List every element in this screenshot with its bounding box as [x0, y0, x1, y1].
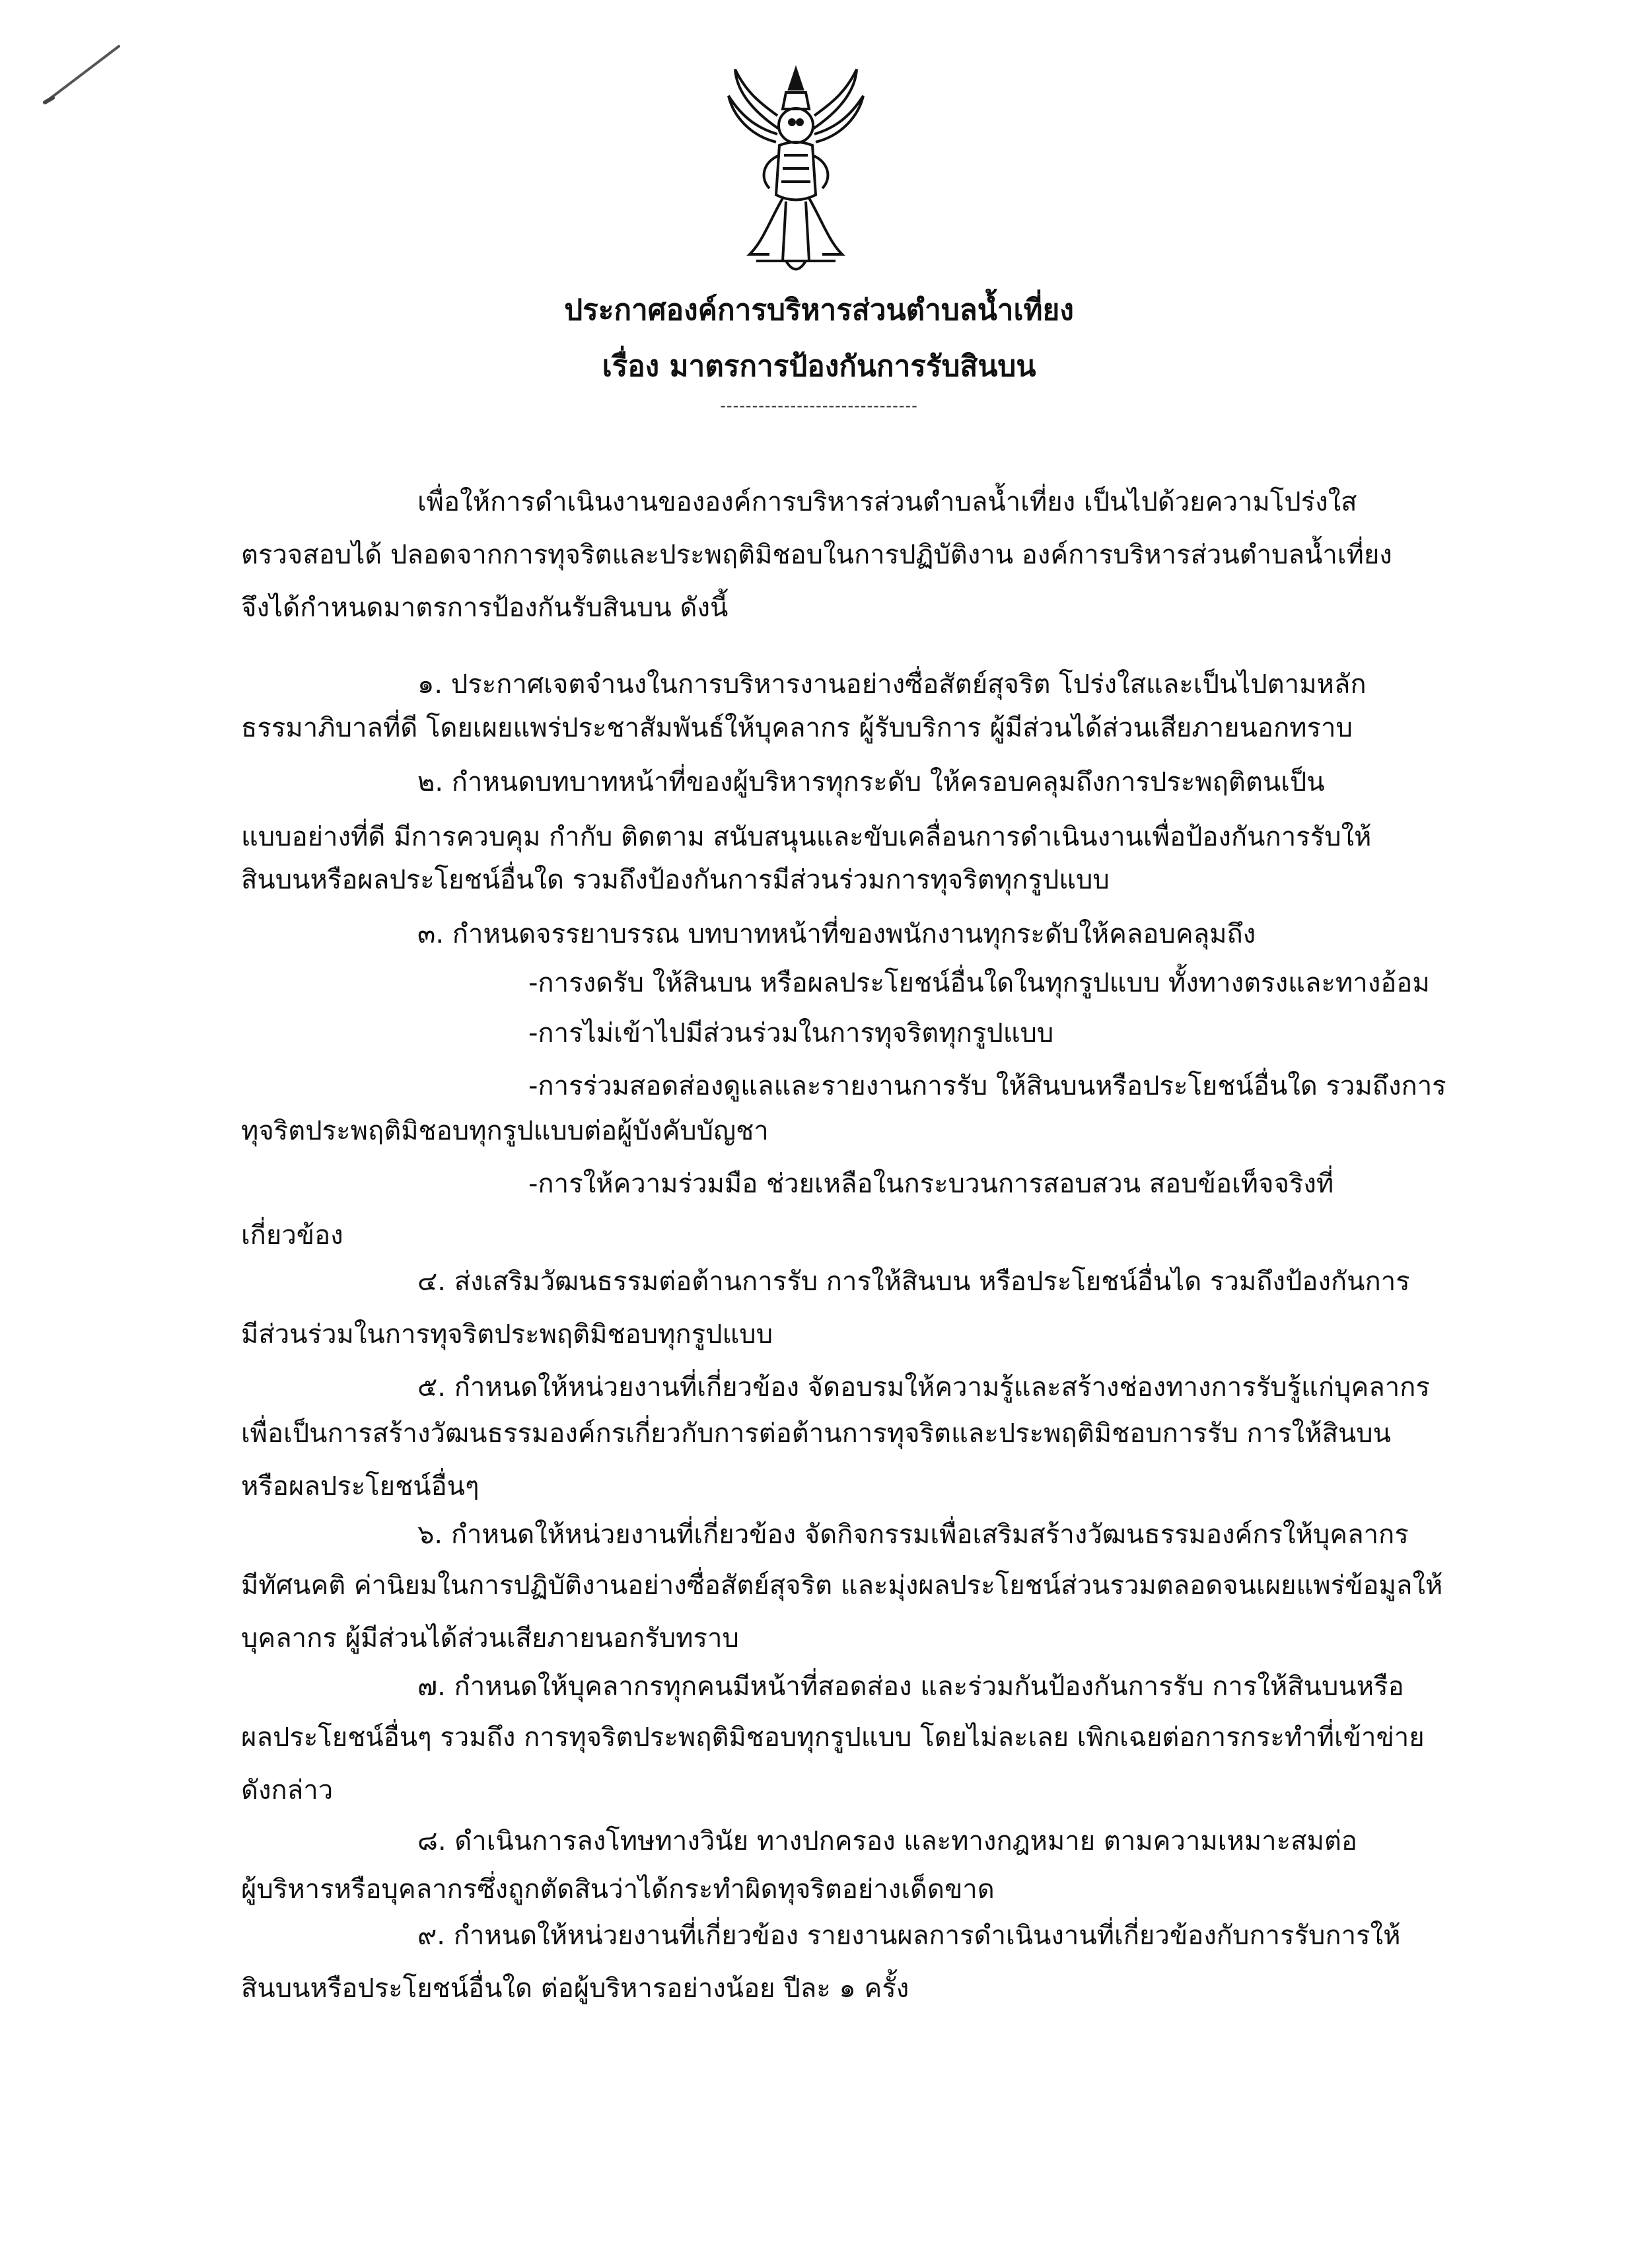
pen-mark	[40, 40, 132, 112]
announcement-title: ประกาศองค์การบริหารส่วนตำบลน้ำเที่ยง	[564, 293, 1074, 327]
title-divider: -------------------------------	[720, 396, 918, 415]
item-5-line-3: หรือผลประโยชน์อื่นๆ	[241, 1471, 480, 1502]
item-4-line-1: ๔. ส่งเสริมวัฒนธรรมต่อต้านการรับ การให้สินบน หรือประโยชน์อื่นได รวมถึงป้องกันการ	[417, 1266, 1410, 1297]
item-9-line-1: ๙. กำหนดให้หน่วยงานที่เกี่ยวข้อง รายงานผลการดำเนินงานที่เกี่ยวข้องกับการรับการให้	[417, 1920, 1401, 1951]
item-3-bullet-3-cont: ทุจริตประพฤติมิชอบทุกรูปแบบต่อผู้บังคับบัญชา	[241, 1116, 769, 1146]
item-3-line-1: ๓. กำหนดจรรยาบรรณ บทบาทหน้าที่ของพนักงานทุกระดับให้คลอบคลุมถึง	[417, 919, 1256, 949]
item-3-bullet-4-cont: เกี่ยวข้อง	[241, 1220, 343, 1251]
item-2-line-3: สินบนหรือผลประโยชน์อื่นใด รวมถึงป้องกันการมีส่วนร่วมการทุจริตทุกรูปแบบ	[241, 865, 1110, 895]
announcement-subject: เรื่อง มาตรการป้องกันการรับสินบน	[602, 349, 1036, 383]
item-7-line-1: ๗. กำหนดให้บุคลากรทุกคนมีหน้าที่สอดส่อง และร่วมกันป้องกันการรับ การให้สินบนหรือ	[417, 1671, 1404, 1702]
item-7-line-3: ดังกล่าว	[241, 1775, 334, 1806]
item-7-line-2: ผลประโยชน์อื่นๆ รวมถึง การทุจริตประพฤติมิชอบทุกรูปแบบ โดยไม่ละเลย เพิกเฉยต่อการกระทำที่เข้าข่าย	[241, 1722, 1425, 1753]
item-8-line-2: ผู้บริหารหรือบุคลากรซึ่งถูกตัดสินว่าได้กระทำผิดทุจริตอย่างเด็ดขาด	[241, 1874, 995, 1905]
item-3-bullet-2: -การไม่เข้าไปมีส่วนร่วมในการทุจริตทุกรูปแบบ	[528, 1018, 1054, 1048]
item-5-line-2: เพื่อเป็นการสร้างวัฒนธรรมองค์กรเกี่ยวกับการต่อต้านการทุจริตและประพฤติมิชอบการรับ การให้สินบน	[241, 1418, 1391, 1449]
item-4-line-2: มีส่วนร่วมในการทุจริตประพฤติมิชอบทุกรูปแบบ	[241, 1319, 773, 1350]
item-1-line-2: ธรรมาภิบาลที่ดี โดยเผยแพร่ประชาสัมพันธ์ให้บุคลากร ผู้รับบริการ ผู้มีส่วนได้ส่วนเสียภายนอกทราบ	[241, 713, 1353, 743]
item-6-line-1: ๖. กำหนดให้หน่วยงานที่เกี่ยวข้อง จัดกิจกรรมเพื่อเสริมสร้างวัฒนธรรมองค์กรให้บุคลากร	[417, 1519, 1409, 1550]
item-3-bullet-1: -การงดรับ ให้สินบน หรือผลประโยชน์อื่นใดในทุกรูปแบบ ทั้งทางตรงและทางอ้อม	[528, 968, 1430, 998]
intro-line-2: ตรวจสอบได้ ปลอดจากการทุจริตและประพฤติมิชอบในการปฏิบัติงาน องค์การบริหารส่วนตำบลน้ำเที่ยง	[241, 540, 1392, 570]
item-2-line-1: ๒. กำหนดบทบาทหน้าที่ของผู้บริหารทุกระดับ ให้ครอบคลุมถึงการประพฤติตนเป็น	[417, 767, 1325, 797]
item-1-line-1: ๑. ประกาศเจตจำนงในการบริหารงานอย่างซื่อสัตย์สุจริต โปร่งใสและเป็นไปตามหลัก	[417, 669, 1367, 700]
garuda-emblem-icon	[723, 63, 869, 281]
item-9-line-2: สินบนหรือประโยชน์อื่นใด ต่อผู้บริหารอย่างน้อย ปีละ ๑ ครั้ง	[241, 1973, 909, 2004]
item-3-bullet-4: -การให้ความร่วมมือ ช่วยเหลือในกระบวนการสอบสวน สอบข้อเท็จจริงที่	[528, 1169, 1334, 1199]
intro-line-3: จึงได้กำหนดมาตรการป้องกันรับสินบน ดังนี้	[241, 593, 729, 623]
item-6-line-2: มีทัศนคติ ค่านิยมในการปฏิบัติงานอย่างซื่อสัตย์สุจริต และมุ่งผลประโยชน์ส่วนรวมตลอดจนเผยแพร่ข้อมูลให้	[241, 1570, 1443, 1601]
item-8-line-1: ๘. ดำเนินการลงโทษทางวินัย ทางปกครอง และทางกฎหมาย ตามความเหมาะสมต่อ	[417, 1826, 1357, 1856]
item-3-bullet-3: -การร่วมสอดส่องดูแลและรายงานการรับ ให้สินบนหรือประโยชน์อื่นใด รวมถึงการ	[528, 1071, 1446, 1101]
intro-line-1: เพื่อให้การดำเนินงานขององค์การบริหารส่วนตำบลน้ำเที่ยง เป็นไปด้วยความโปร่งใส	[417, 487, 1357, 517]
item-2-line-2: แบบอย่างที่ดี มีการควบคุม กำกับ ติดตาม สนับสนุนและขับเคลื่อนการดำเนินงานเพื่อป้องกันการรับให้	[241, 822, 1372, 852]
item-6-line-3: บุคลากร ผู้มีส่วนได้ส่วนเสียภายนอกรับทราบ	[241, 1623, 739, 1654]
item-5-line-1: ๕. กำหนดให้หน่วยงานที่เกี่ยวข้อง จัดอบรมให้ความรู้และสร้างช่องทางการรับรู้แก่บุคลากร	[417, 1372, 1430, 1403]
